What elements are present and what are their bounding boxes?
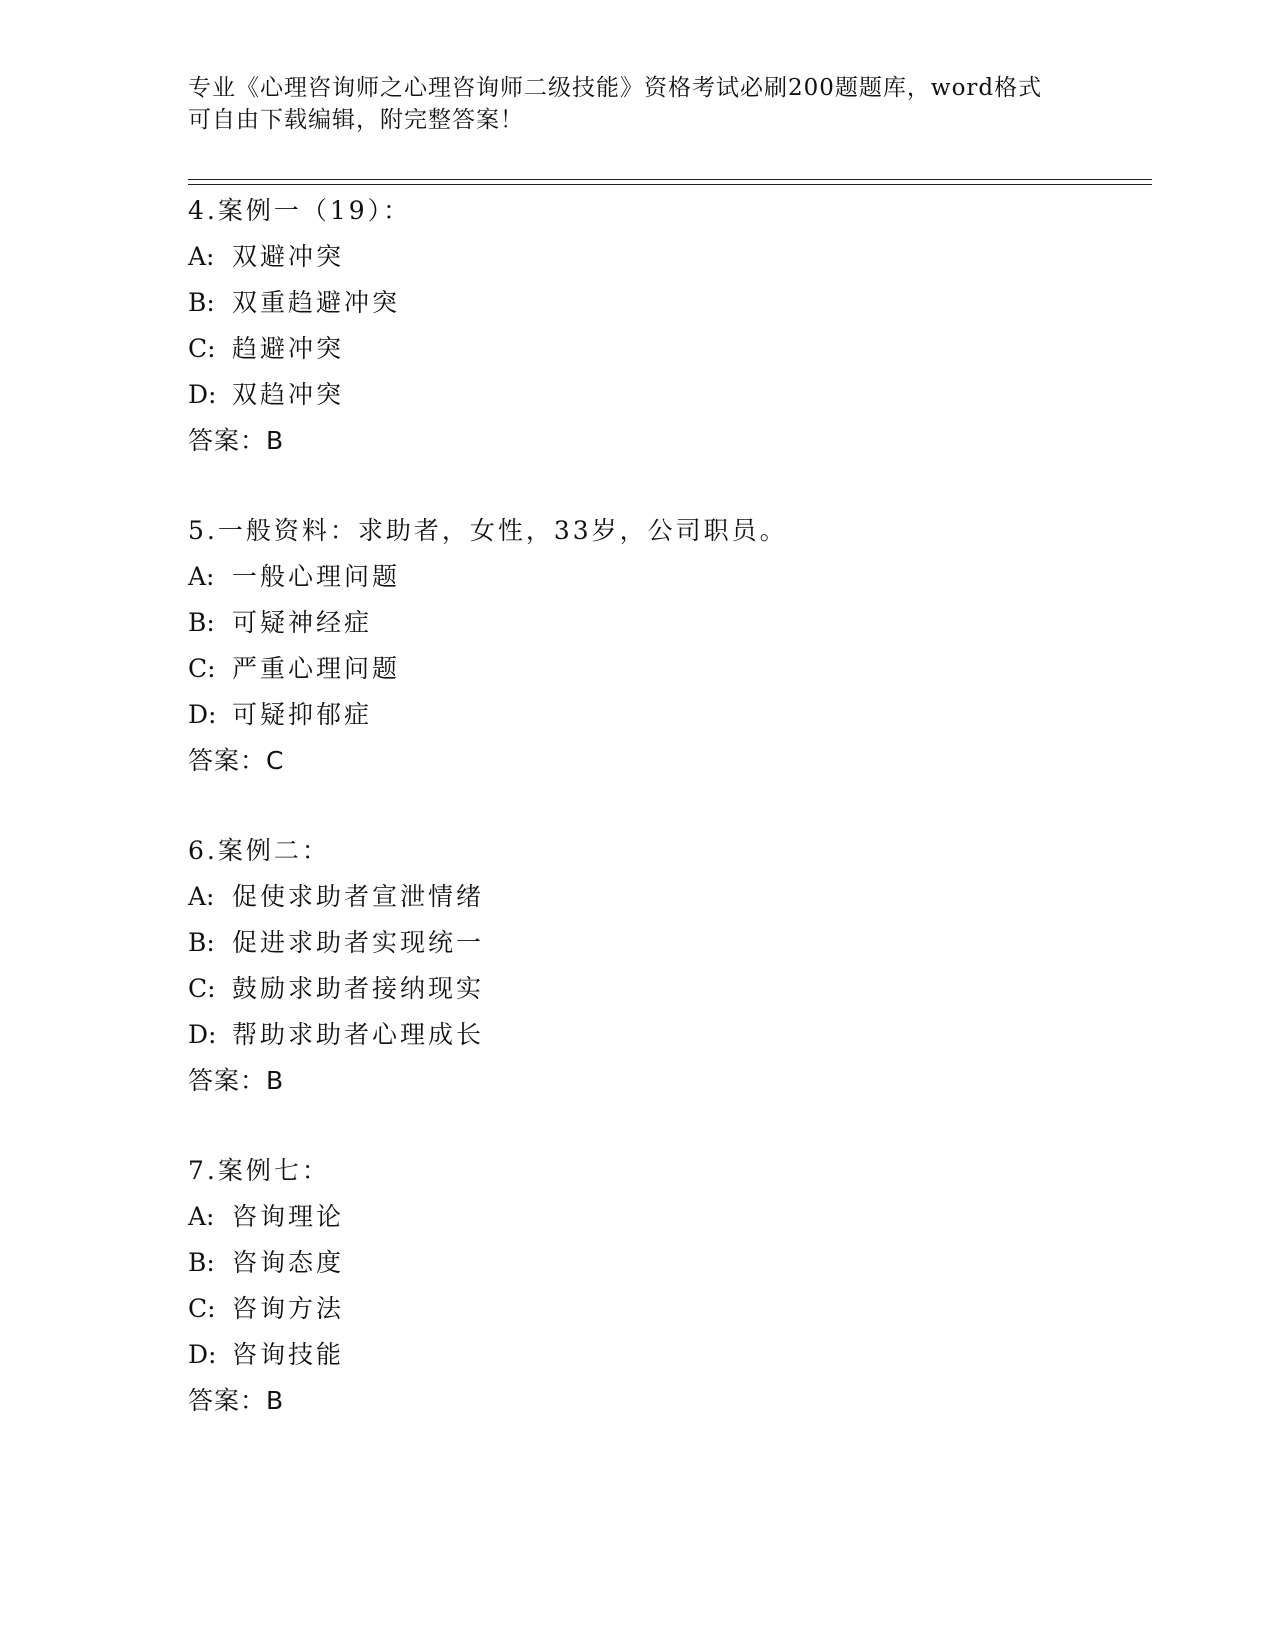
option-c [188,966,1088,1012]
answer-line: 答案：B [188,1066,285,1095]
option-letter: D: [188,700,217,729]
header-divider-top [188,179,1152,180]
option-text: 双重趋避冲突 [232,288,401,317]
option-b [188,1240,1088,1286]
option-c [188,646,1088,692]
question-stem: 5.一般资料：求助者，女性，33岁，公司职员。 [188,516,788,545]
answer-line: 答案：B [188,1386,285,1415]
question-block [188,1148,1088,1424]
option-text: 鼓励求助者接纳现实 [232,974,485,1003]
option-letter: B: [188,608,215,637]
option-text: 咨询技能 [232,1340,345,1369]
option-letter: A: [188,882,215,911]
question-stem: 4.案例一（19）： [188,196,412,225]
option-a [188,874,1088,920]
answer-line: 答案：C [188,746,285,775]
option-text: 一般心理问题 [232,562,401,591]
option-letter: C: [188,974,216,1003]
option-letter: C: [188,334,216,363]
option-letter: D: [188,1020,217,1049]
option-letter: A: [188,242,215,271]
option-d [188,692,1088,738]
option-a [188,554,1088,600]
option-d [188,1332,1088,1378]
header-line-1: 专业《心理咨询师之心理咨询师二级技能》资格考试必刷200题题库，word格式 [188,75,1043,101]
option-text: 可疑抑郁症 [232,700,373,729]
option-letter: B: [188,928,215,957]
option-b [188,600,1088,646]
option-c [188,1286,1088,1332]
question-block [188,508,1088,784]
option-c [188,326,1088,372]
option-letter: D: [188,380,217,409]
option-text: 双避冲突 [232,242,345,271]
option-b [188,280,1088,326]
document-header [188,72,1088,136]
option-letter: B: [188,1248,215,1277]
option-a [188,234,1088,280]
option-text: 咨询态度 [232,1248,345,1277]
option-letter: C: [188,654,216,683]
option-a [188,1194,1088,1240]
option-text: 可疑神经症 [232,608,373,637]
option-letter: C: [188,1294,216,1323]
option-letter: B: [188,288,215,317]
question-stem: 7.案例七： [188,1156,330,1185]
option-text: 严重心理问题 [232,654,401,683]
question-block [188,828,1088,1104]
option-letter: D: [188,1340,217,1369]
option-text: 咨询方法 [232,1294,345,1323]
option-b [188,920,1088,966]
option-text: 帮助求助者心理成长 [232,1020,485,1049]
header-line-2: 可自由下载编辑，附完整答案！ [188,107,524,133]
question-block [188,188,1088,464]
option-text: 咨询理论 [232,1202,345,1231]
option-d [188,1012,1088,1058]
question-stem: 6.案例二： [188,836,330,865]
option-letter: A: [188,562,215,591]
option-text: 趋避冲突 [232,334,345,363]
option-text: 双趋冲突 [232,380,345,409]
option-letter: A: [188,1202,215,1231]
header-divider-bottom [188,184,1152,185]
option-text: 促进求助者实现统一 [232,928,485,957]
option-d [188,372,1088,418]
answer-line: 答案：B [188,426,285,455]
option-text: 促使求助者宣泄情绪 [232,882,485,911]
